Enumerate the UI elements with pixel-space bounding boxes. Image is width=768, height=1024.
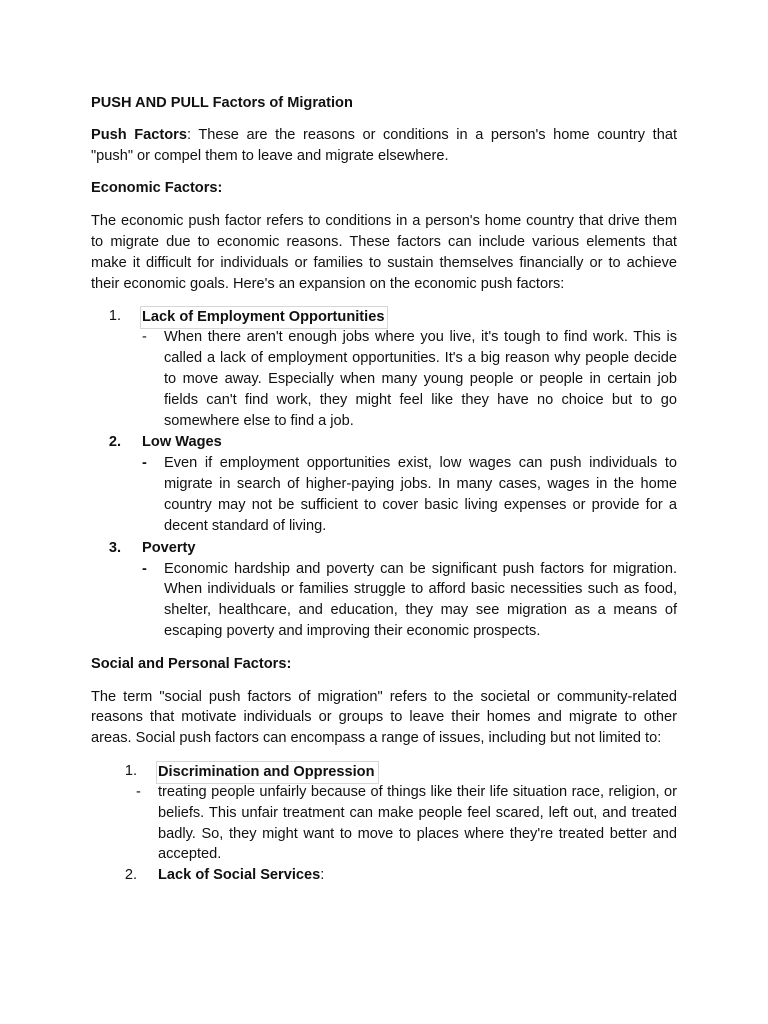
list-number: 1.: [108, 308, 121, 325]
list-item-title-suffix: :: [320, 867, 325, 884]
economic-factors-heading: Economic Factors:: [91, 180, 223, 197]
list-item-text: When there aren't enough jobs where you live, it's tough to find work. This is called a lack of employment opportunities. It's a big reason why people decide to move away. Especially when many young people or people in certain job fields can't find work, they might feel like they have no choice but to go somewhere else to find a job.: [164, 329, 677, 429]
economic-factors-intro: The economic push factor refers to conditions in a person's home country that drive them to migrate due to economic reasons. These factors can include various elements that make it difficult for individuals or families to sustain themselves financially or to achieve their economic goals. Here's an expansion on the economic push factors:: [91, 213, 677, 292]
list-item-text: treating people unfairly because of things like their life situation race, religion, or beliefs. This unfair treatment can make people feel scared, left out, and treated badly. So, they might want to move to places where they're treated better and accepted.: [158, 783, 677, 863]
list-item-text: Even if employment opportunities exist, low wages can push individuals to migrate in search of higher-paying jobs. In many cases, wages in the home country may not be sufficient to cover basic living expenses or provide for a decent standard of living.: [164, 455, 677, 534]
document-page: [91, 93, 677, 898]
dash-bullet: -: [142, 329, 147, 346]
list-number: 2.: [108, 434, 121, 451]
social-factors-intro: The term "social push factors of migration" refers to the societal or community-related reasons that motivate individuals or groups to leave their homes and migrate to other areas. Social push factors can encompass a range of issues, including but not limited to:: [91, 688, 677, 747]
list-item-heading: [91, 538, 677, 559]
list-item-title: Lack of Social Services: [158, 867, 321, 884]
list-item-title: Poverty: [142, 539, 196, 556]
push-factors-term: Push Factors: [91, 126, 187, 143]
list-item-description: [142, 559, 677, 642]
dash-bullet: -: [142, 560, 147, 577]
push-factors-paragraph: [91, 125, 677, 167]
social-factors-list: [91, 761, 677, 886]
list-item-heading: [91, 761, 677, 782]
dash-bullet: -: [136, 783, 141, 800]
list-item-description: [142, 453, 677, 536]
list-item-heading: [91, 432, 677, 453]
list-number: 1.: [124, 762, 137, 779]
list-item-title: Low Wages: [142, 434, 222, 451]
list-item-title: Lack of Employment Opportunities: [140, 306, 388, 329]
list-number: 3.: [108, 539, 121, 556]
dash-bullet: -: [142, 455, 147, 472]
economic-factors-list: [91, 306, 677, 641]
push-factors-definition: : These are the reasons or conditions in a person's home country that "push" or compel them to leave and migrate elsewhere.: [91, 126, 677, 164]
list-number: 2.: [124, 867, 137, 884]
list-item-heading: [91, 306, 677, 327]
list-item-title: Discrimination and Oppression: [156, 761, 379, 784]
document-title: PUSH AND PULL Factors of Migration: [91, 95, 353, 111]
list-item-title-wrap: [158, 865, 324, 886]
list-item-description: [142, 327, 677, 431]
list-item-heading: [91, 865, 677, 886]
list-item-text: Economic hardship and poverty can be significant push factors for migration. When individuals or families struggle to afford basic necessities such as food, shelter, healthcare, and education, they may see migration as a means of escaping poverty and improving their economic prospects.: [164, 560, 677, 639]
social-factors-heading: Social and Personal Factors:: [91, 655, 292, 672]
list-item-description: [136, 782, 677, 865]
